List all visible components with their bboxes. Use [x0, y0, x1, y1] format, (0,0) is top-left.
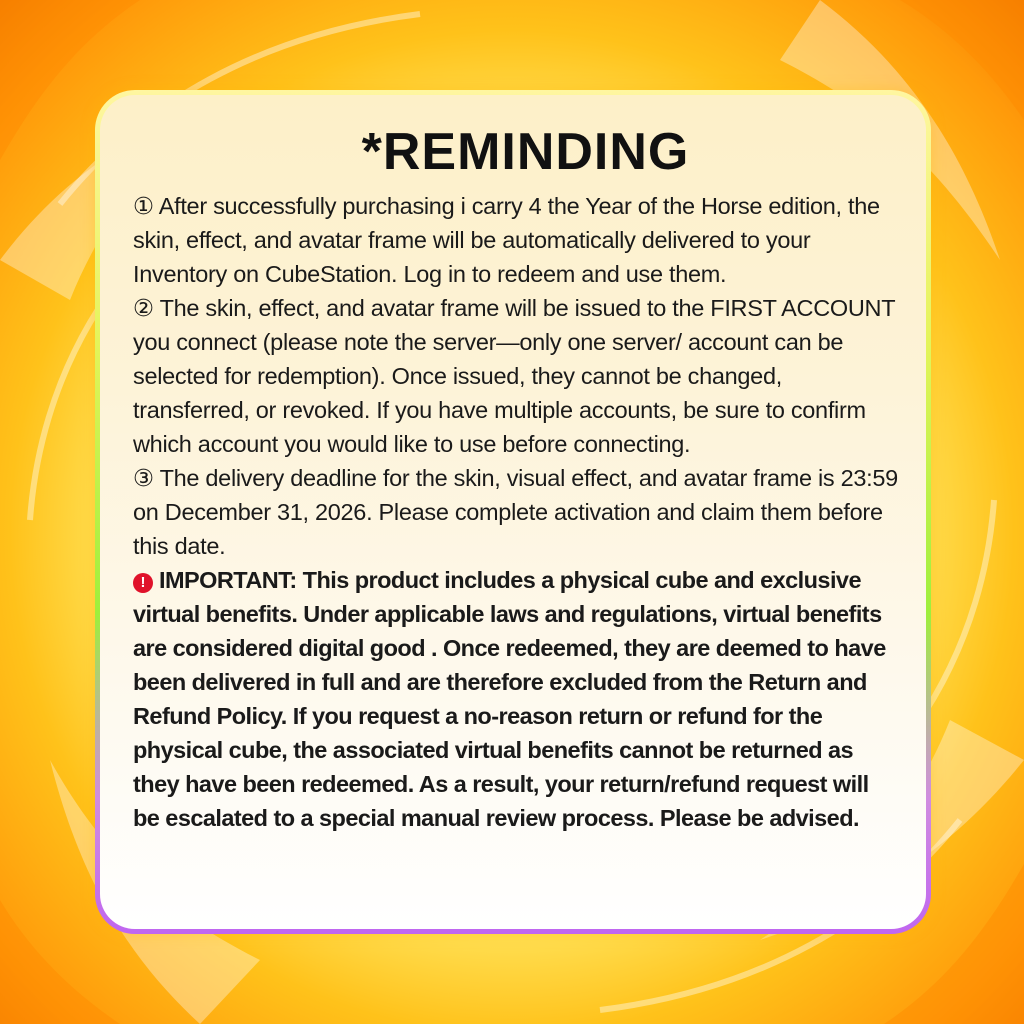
note-item [133, 291, 900, 461]
note-number: ② [133, 295, 154, 321]
note-item [133, 461, 900, 563]
important-text: IMPORTANT: This product includes a physical cube and exclusive virtual benefits. Under applicable laws and regulations, virtual benefits are considered digital good . Once redeemed, they are deemed to have been delivered in full and are therefore excluded from the Return and Refund Policy. If you request a no-reason return or refund for the physical cube, the associated virtual benefits cannot be returned as they have been redeemed. As a result, your return/refund request will be escalated to a special manual review process. Please be advised. [133, 567, 886, 831]
note-text: After successfully purchasing i carry 4 the Year of the Horse edition, the skin, effect, and avatar frame will be automatically delivered to your Inventory on CubeStation. Log in to redeem and use them. [133, 193, 880, 287]
note-text: The skin, effect, and avatar frame will be issued to the FIRST ACCOUNT you connect (please note the server—only one server/ account can be selected for redemption). Once issued, they cannot be changed, transferred, or revoked. If you have multiple accounts, be sure to confirm which account you would like to use before connecting. [133, 295, 895, 457]
note-number: ① [133, 193, 154, 219]
note-number: ③ [133, 465, 154, 491]
reminder-card-body [100, 95, 926, 929]
reminder-content [133, 189, 900, 835]
note-text: The delivery deadline for the skin, visual effect, and avatar frame is 23:59 on December 31, 2026. Please complete activation and claim them before this date. [133, 465, 898, 559]
note-item [133, 189, 900, 291]
exclamation-circle-icon: ! [133, 573, 153, 593]
important-notice [133, 563, 900, 835]
reminder-title: *REMINDING [361, 123, 690, 181]
reminder-card [95, 90, 931, 934]
